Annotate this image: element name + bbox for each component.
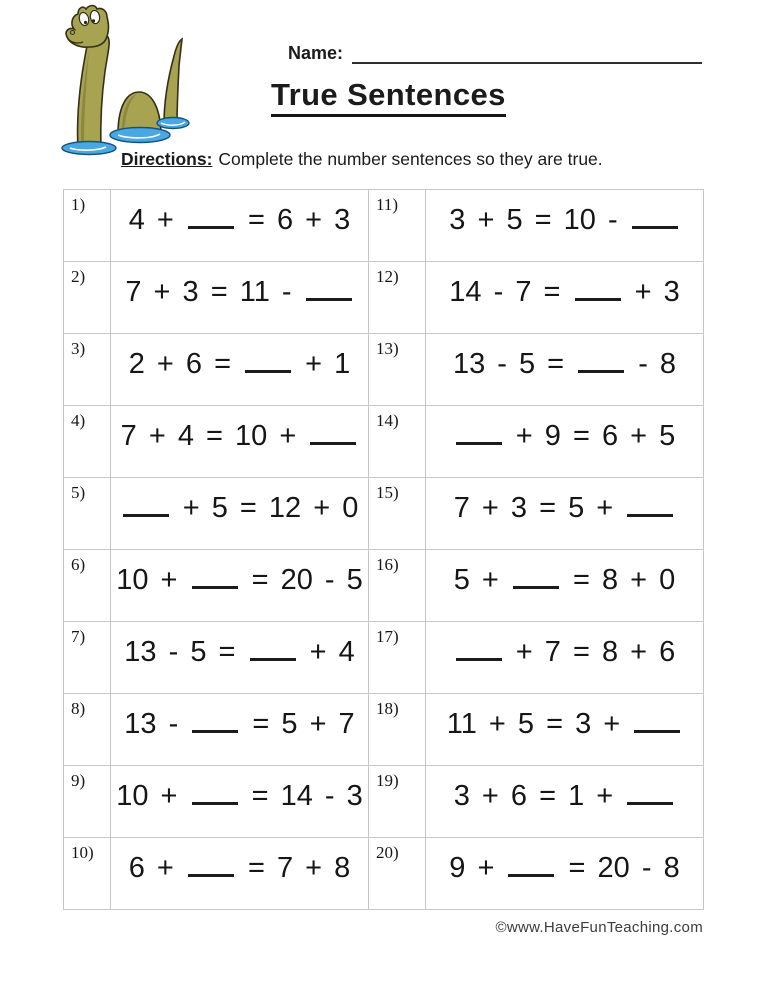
table-row [64, 694, 704, 766]
problem-number: 14) [369, 406, 426, 478]
problem-number: 9) [64, 766, 111, 838]
table-row [64, 334, 704, 406]
problem-equation: 13 - = 5 + 7 [111, 694, 369, 766]
problem-equation: 5 + = 8 + 0 [426, 550, 704, 622]
answer-blank [306, 272, 352, 301]
answer-blank [250, 632, 296, 661]
problem-number: 17) [369, 622, 426, 694]
directions [121, 149, 603, 170]
answer-blank [634, 704, 680, 733]
table-row [64, 766, 704, 838]
problem-equation: 13 - 5 = + 4 [111, 622, 369, 694]
directions-text: Complete the number sentences so they are true. [218, 149, 603, 169]
problem-number: 2) [64, 262, 111, 334]
problem-number: 8) [64, 694, 111, 766]
problem-equation: 7 + 4 = 10 + [111, 406, 369, 478]
directions-label: Directions: [121, 149, 213, 169]
problem-number: 10) [64, 838, 111, 910]
problem-number: 19) [369, 766, 426, 838]
table-row [64, 478, 704, 550]
answer-blank [188, 200, 234, 229]
problem-number: 18) [369, 694, 426, 766]
problem-equation: 11 + 5 = 3 + [426, 694, 704, 766]
problem-equation: 3 + 5 = 10 - [426, 190, 704, 262]
table-row [64, 838, 704, 910]
problem-number: 20) [369, 838, 426, 910]
problem-number: 11) [369, 190, 426, 262]
answer-blank [627, 776, 673, 805]
problem-number: 7) [64, 622, 111, 694]
problem-equation: 6 + = 7 + 8 [111, 838, 369, 910]
table-row [64, 262, 704, 334]
problem-equation: 7 + 3 = 5 + [426, 478, 704, 550]
name-label: Name: [288, 43, 344, 63]
problem-equation: 9 + = 20 - 8 [426, 838, 704, 910]
answer-blank [192, 776, 238, 805]
name-field-row [288, 42, 702, 64]
table-row [64, 622, 704, 694]
problem-equation: 3 + 6 = 1 + [426, 766, 704, 838]
problem-equation: 4 + = 6 + 3 [111, 190, 369, 262]
problem-equation: 10 + = 20 - 5 [111, 550, 369, 622]
worksheet-table [63, 189, 704, 910]
answer-blank [513, 560, 559, 589]
problem-equation: 2 + 6 = + 1 [111, 334, 369, 406]
answer-blank [245, 344, 291, 373]
problem-number: 12) [369, 262, 426, 334]
table-row [64, 406, 704, 478]
table-row [64, 550, 704, 622]
problem-number: 3) [64, 334, 111, 406]
page-title: True Sentences [271, 78, 506, 117]
name-blank-line [352, 43, 702, 64]
mascot-tail [164, 39, 182, 124]
problem-equation: + 7 = 8 + 6 [426, 622, 704, 694]
problem-equation: + 9 = 6 + 5 [426, 406, 704, 478]
problem-number: 13) [369, 334, 426, 406]
problem-number: 16) [369, 550, 426, 622]
answer-blank [627, 488, 673, 517]
problem-number: 15) [369, 478, 426, 550]
answer-blank [575, 272, 621, 301]
mascot-head [66, 6, 108, 48]
answer-blank [192, 560, 238, 589]
table-row [64, 190, 704, 262]
problem-equation: 13 - 5 = - 8 [426, 334, 704, 406]
answer-blank [123, 488, 169, 517]
problem-equation: 14 - 7 = + 3 [426, 262, 704, 334]
answer-blank [456, 416, 502, 445]
problem-equation: 10 + = 14 - 3 [111, 766, 369, 838]
problem-equation: + 5 = 12 + 0 [111, 478, 369, 550]
answer-blank [508, 848, 554, 877]
nessie-mascot-illustration [56, 2, 196, 156]
footer-credit: ©www.HaveFunTeaching.com [495, 919, 703, 936]
problem-number: 1) [64, 190, 111, 262]
problem-number: 5) [64, 478, 111, 550]
problem-number: 6) [64, 550, 111, 622]
problem-number: 4) [64, 406, 111, 478]
answer-blank [188, 848, 234, 877]
answer-blank [632, 200, 678, 229]
answer-blank [192, 704, 238, 733]
answer-blank [578, 344, 624, 373]
problem-equation: 7 + 3 = 11 - [111, 262, 369, 334]
answer-blank [456, 632, 502, 661]
answer-blank [310, 416, 356, 445]
